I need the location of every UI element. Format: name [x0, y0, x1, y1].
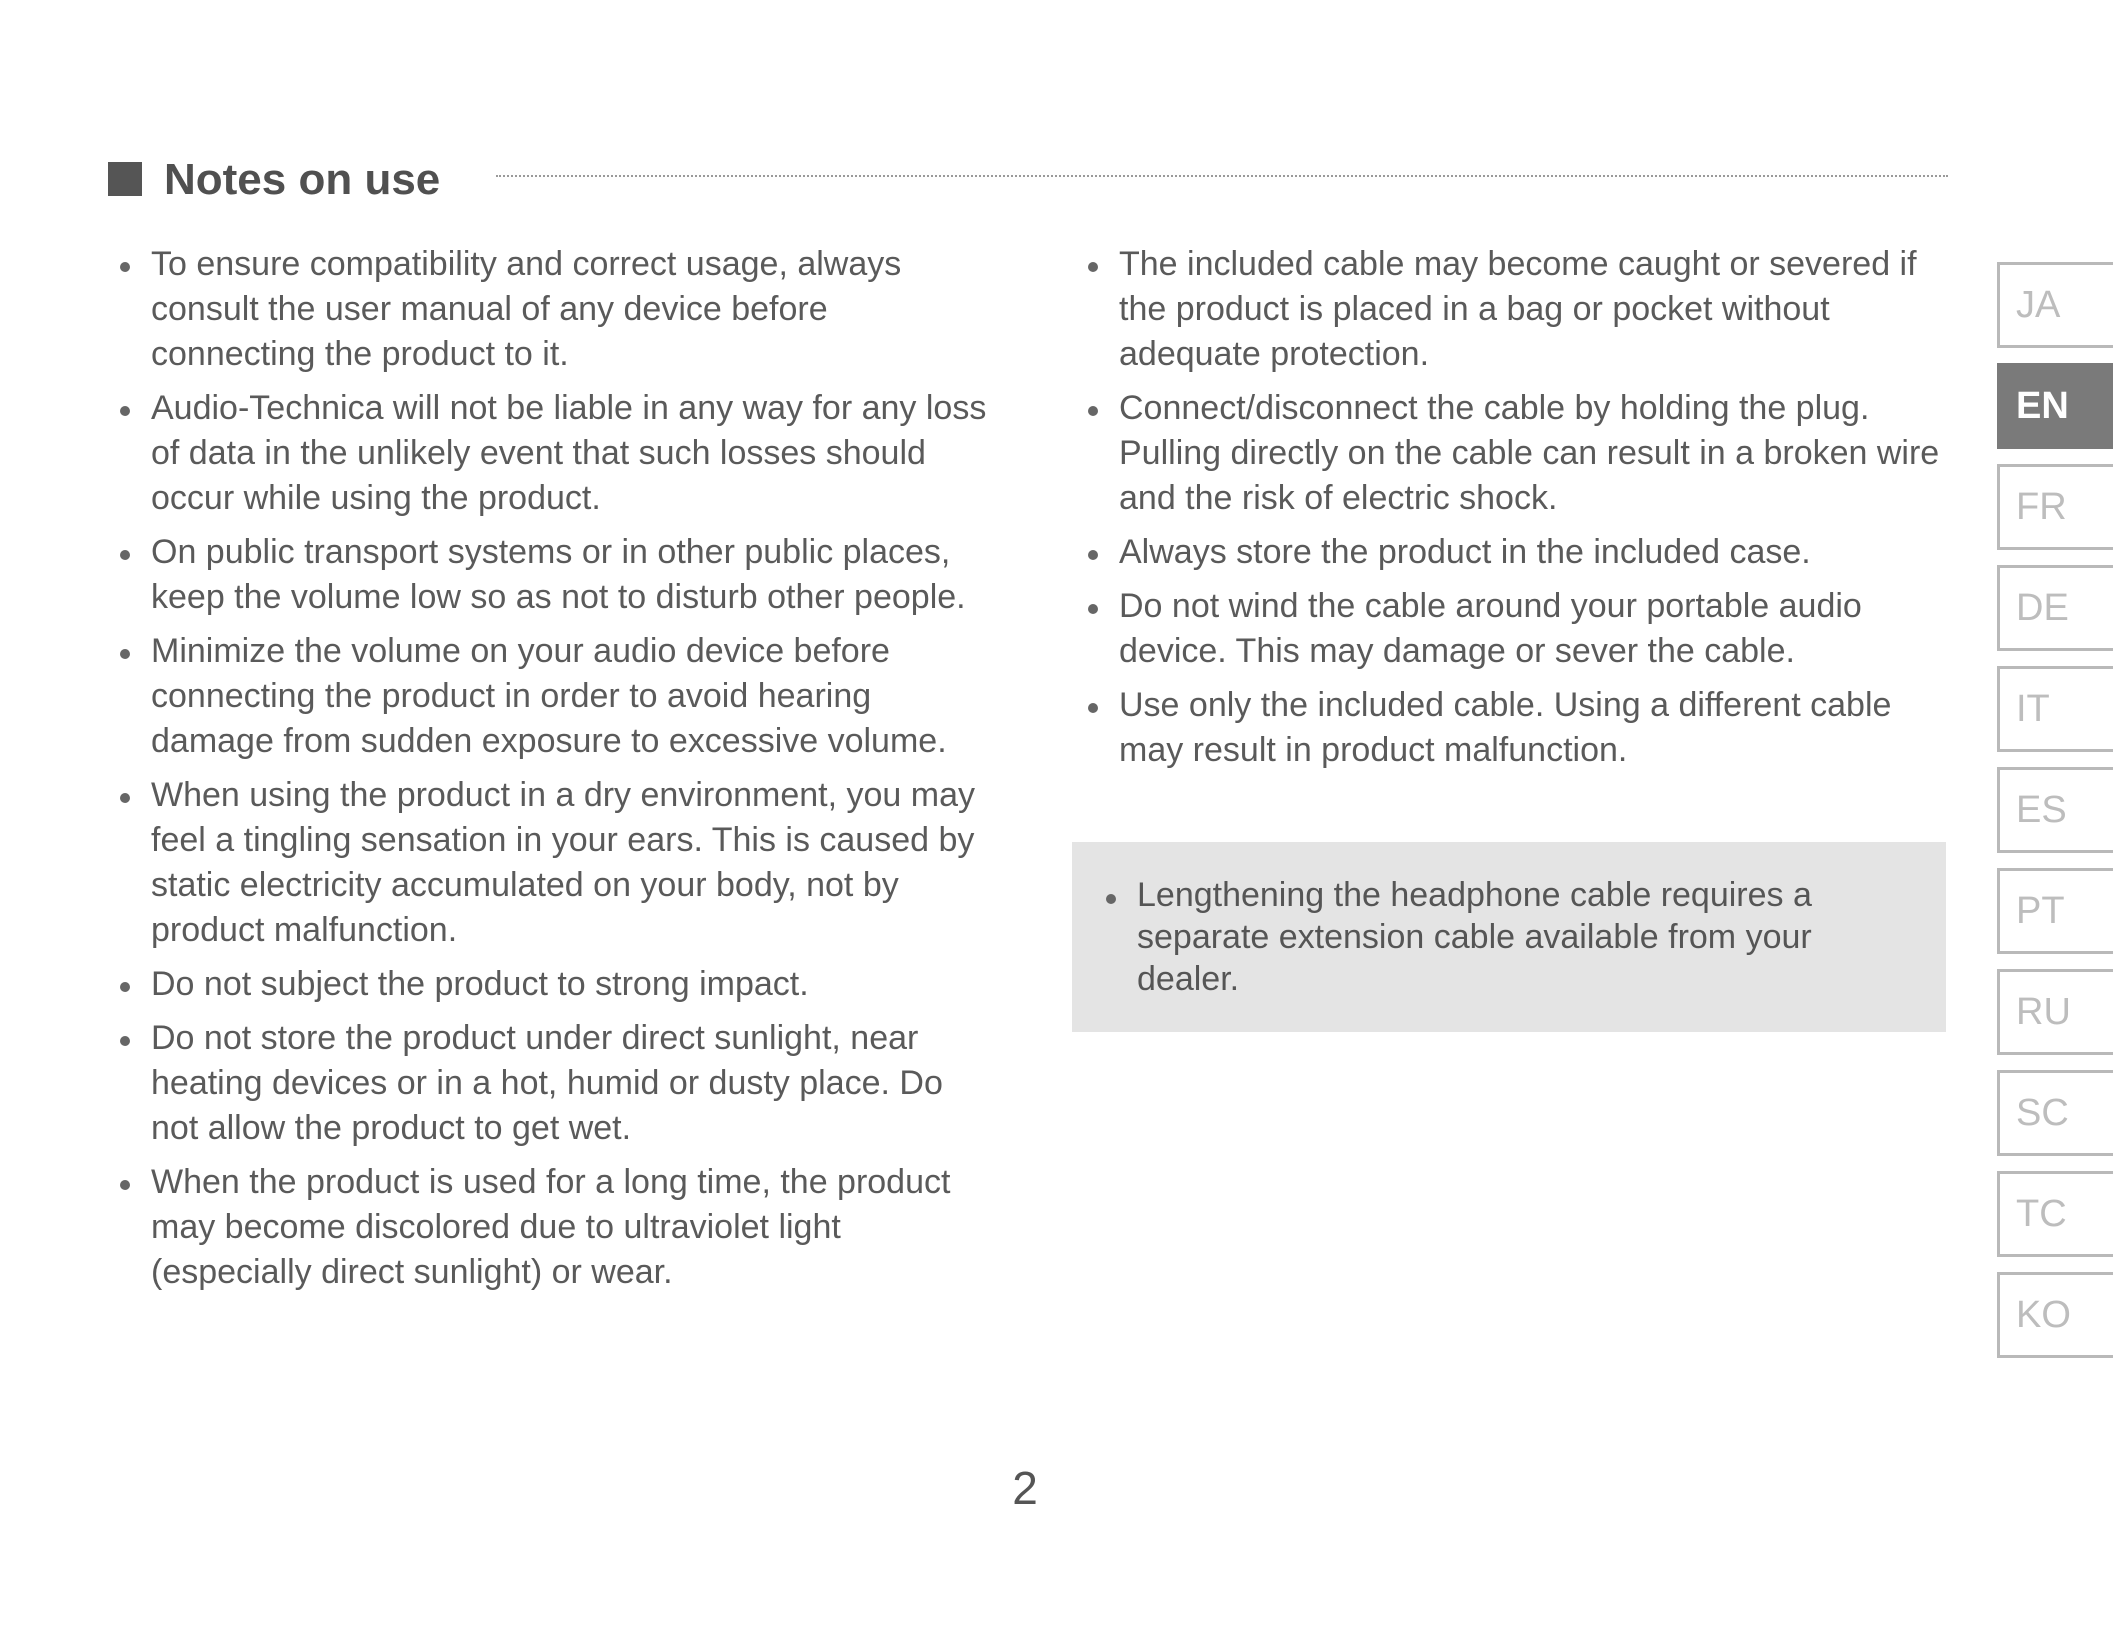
- extension-cable-note-box: [1072, 842, 1946, 1032]
- note-item: Audio-Technica will not be liable in any way for any loss of data in the unlikely event that such losses should occur while using the product.: [118, 386, 998, 521]
- language-tab-pt[interactable]: PT: [1997, 868, 2113, 954]
- note-item: Minimize the volume on your audio device before connecting the product in order to avoid hearing damage from sudden exposure to excessive volume.: [118, 629, 998, 764]
- note-item: When the product is used for a long time, the product may become discolored due to ultraviolet light (especially direct sunlight) or wear.: [118, 1160, 998, 1295]
- language-tab-es[interactable]: ES: [1997, 767, 2113, 853]
- note-item: The included cable may become caught or severed if the product is placed in a bag or pocket without adequate protection.: [1086, 242, 1956, 377]
- language-tab-it[interactable]: IT: [1997, 666, 2113, 752]
- note-item: Always store the product in the included case.: [1086, 530, 1956, 575]
- note-item: When using the product in a dry environment, you may feel a tingling sensation in your ears. This is caused by static electricity accumulated on your body, not by product malfunction.: [118, 773, 998, 953]
- left-column-notes: [118, 242, 998, 1304]
- section-marker-square: [108, 162, 142, 196]
- language-tab-sc[interactable]: SC: [1997, 1070, 2113, 1156]
- section-divider: [496, 175, 1948, 177]
- language-tab-fr[interactable]: FR: [1997, 464, 2113, 550]
- section-header: [108, 152, 1948, 208]
- note-item: Do not wind the cable around your portable audio device. This may damage or sever the cable.: [1086, 584, 1956, 674]
- note-item: On public transport systems or in other public places, keep the volume low so as not to disturb other people.: [118, 530, 998, 620]
- language-tab-de[interactable]: DE: [1997, 565, 2113, 651]
- note-item: Use only the included cable. Using a different cable may result in product malfunction.: [1086, 683, 1956, 773]
- page-number: 2: [1012, 1462, 1038, 1514]
- right-column-notes: [1086, 242, 1956, 782]
- note-box-item: Lengthening the headphone cable requires a separate extension cable available from your dealer.: [1104, 874, 1906, 1000]
- section-title: Notes on use: [164, 155, 441, 204]
- note-item: Connect/disconnect the cable by holding the plug. Pulling directly on the cable can result in a broken wire and the risk of electric shock.: [1086, 386, 1956, 521]
- note-item: Do not store the product under direct sunlight, near heating devices or in a hot, humid or dusty place. Do not allow the product to get wet.: [118, 1016, 998, 1151]
- language-tab-ru[interactable]: RU: [1997, 969, 2113, 1055]
- language-tab-en[interactable]: EN: [1997, 363, 2113, 449]
- note-item: Do not subject the product to strong impact.: [118, 962, 998, 1007]
- language-tab-ko[interactable]: KO: [1997, 1272, 2113, 1358]
- language-tab-ja[interactable]: JA: [1997, 262, 2113, 348]
- note-item: To ensure compatibility and correct usage, always consult the user manual of any device before connecting the product to it.: [118, 242, 998, 377]
- language-tab-tc[interactable]: TC: [1997, 1171, 2113, 1257]
